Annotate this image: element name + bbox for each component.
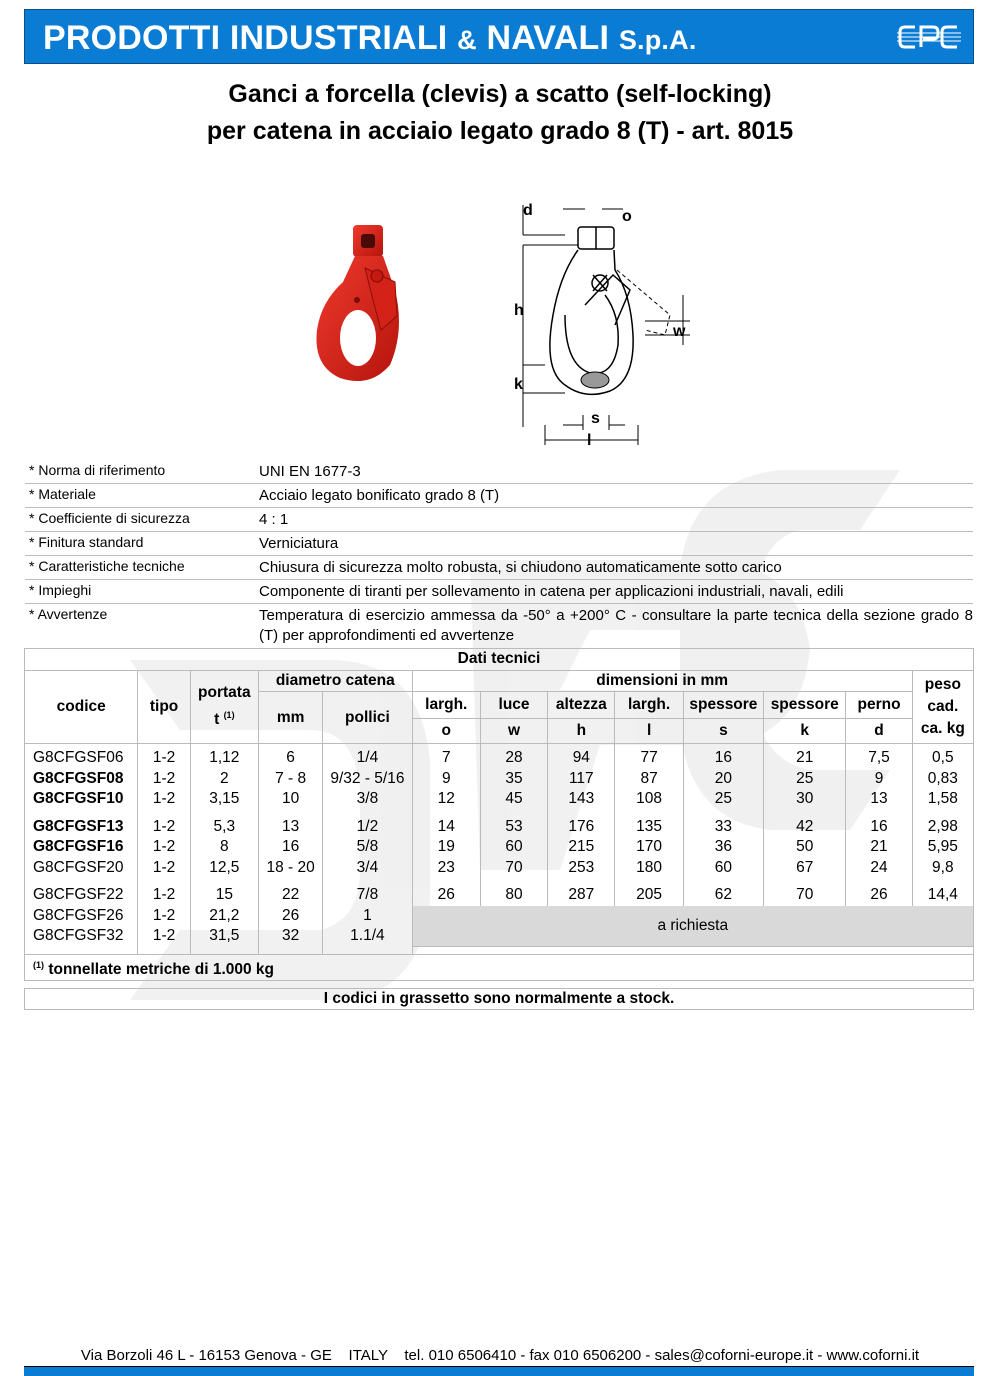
cell-mm: 7 - 8 [258, 769, 322, 790]
cell-mm: 10 [258, 789, 322, 810]
cell-peso: 0,5 [912, 744, 973, 769]
cell-o: 14 [412, 817, 480, 838]
col-header-largh-l: largh. [615, 692, 683, 719]
cell-o: 19 [412, 837, 480, 858]
cell-peso: 0,83 [912, 769, 973, 790]
col-header-s: s [683, 719, 763, 744]
cell-tipo: 1-2 [138, 906, 190, 927]
spec-value: Temperatura di esercizio ammessa da -50° a +200° C - consultare la parte tecnica della sezione grado 8 (T) per approfondimenti ed avvertenze [259, 607, 973, 644]
portata-footnote-mark: (1) [223, 710, 235, 721]
table-row [25, 817, 974, 838]
table-row [25, 789, 974, 810]
drawing-label-w: w [673, 323, 686, 340]
cell-k: 50 [764, 837, 846, 858]
spec-label: * Caratteristiche tecniche [29, 558, 185, 574]
cell-pollici: 1.1/4 [323, 926, 412, 947]
cell-o: 23 [412, 858, 480, 879]
cell-peso: 14,4 [912, 885, 973, 906]
spec-value: Acciaio legato bonificato grado 8 (T) [259, 487, 500, 504]
cell-tipo: 1-2 [138, 769, 190, 790]
company-name-spa: S.p.A. [618, 25, 697, 55]
col-header-o: o [412, 719, 480, 744]
cell-tipo: 1-2 [138, 858, 190, 879]
cell-o: 12 [412, 789, 480, 810]
col-header-spessore-k: spessore [764, 692, 846, 719]
footnote-mark: (1) [33, 960, 44, 970]
cell-mm: 16 [258, 837, 322, 858]
footnote-text: tonnellate metriche di 1.000 kg [48, 961, 275, 979]
cell-mm: 13 [258, 817, 322, 838]
spec-label: * Impieghi [29, 582, 92, 598]
cell-k: 70 [764, 885, 846, 906]
footer-contact: Via Borzoli 46 L - 16153 Genova - GE ITALY tel. 010 6506410 - fax 010 6506200 - sales@coforni-europe.it - www.coforni.it [80, 1347, 920, 1364]
cell-codice: G8CFGSF06 [25, 744, 138, 769]
table-row [25, 837, 974, 858]
cell-portata: 21,2 [190, 906, 258, 927]
cell-d: 26 [846, 885, 912, 906]
cell-pollici: 3/8 [323, 789, 412, 810]
cell-h: 253 [548, 858, 615, 879]
cell-mm: 32 [258, 926, 322, 947]
drawing-label-s: s [591, 410, 600, 427]
col-header-diametro: diametro catena [258, 670, 412, 692]
spec-row [25, 460, 973, 484]
cell-peso: 5,95 [912, 837, 973, 858]
technical-data-table [24, 648, 974, 981]
cell-w: 53 [480, 817, 547, 838]
cell-tipo: 1-2 [138, 885, 190, 906]
cell-codice: G8CFGSF10 [25, 789, 138, 810]
cell-tipo: 1-2 [138, 926, 190, 947]
cell-pollici: 9/32 - 5/16 [323, 769, 412, 790]
col-header-largh-o: largh. [412, 692, 480, 719]
peso-label-kg: ca. kg [920, 719, 965, 737]
cell-mm: 22 [258, 885, 322, 906]
cell-s: 20 [683, 769, 763, 790]
col-header-peso [912, 670, 973, 744]
spec-value: Componente di tiranti per sollevamento in catena per applicazioni industriali, navali, edili [259, 583, 844, 600]
cell-w: 70 [480, 858, 547, 879]
col-header-w: w [480, 719, 547, 744]
drawing-label-o: o [622, 208, 632, 225]
cell-k: 21 [764, 744, 846, 769]
cell-k: 67 [764, 858, 846, 879]
cell-codice: G8CFGSF08 [25, 769, 138, 790]
spec-row [25, 604, 973, 647]
spec-value: UNI EN 1677-3 [259, 463, 361, 480]
company-name-amp: & [457, 25, 477, 55]
table-row [25, 906, 974, 927]
cell-pollici: 1 [323, 906, 412, 927]
cell-d: 16 [846, 817, 912, 838]
col-header-l: l [615, 719, 683, 744]
spec-label: * Norma di riferimento [29, 462, 166, 478]
spec-row [25, 508, 973, 532]
col-header-d: d [846, 719, 912, 744]
cell-codice: G8CFGSF20 [25, 858, 138, 879]
spec-row [25, 556, 973, 580]
cell-w: 60 [480, 837, 547, 858]
spec-label: * Coefficiente di sicurezza [29, 510, 190, 526]
cell-s: 60 [683, 858, 763, 879]
cell-h: 117 [548, 769, 615, 790]
table-footnote [25, 955, 974, 981]
cell-codice: G8CFGSF22 [25, 885, 138, 906]
hook-dimension-drawing [505, 195, 705, 455]
cell-portata: 1,12 [190, 744, 258, 769]
cell-portata: 2 [190, 769, 258, 790]
cell-o: 7 [412, 744, 480, 769]
table-row [25, 744, 974, 769]
drawing-label-d: d [523, 202, 533, 219]
cell-codice: G8CFGSF26 [25, 906, 138, 927]
table-row [25, 885, 974, 906]
drawing-label-k: k [514, 376, 523, 393]
col-header-luce: luce [480, 692, 547, 719]
cell-o: 26 [412, 885, 480, 906]
cell-tipo: 1-2 [138, 744, 190, 769]
table-row [25, 858, 974, 879]
peso-label-cad: cad. [927, 697, 959, 715]
stock-note: I codici in grassetto sono normalmente a stock. [24, 988, 974, 1010]
col-header-tipo: tipo [138, 670, 190, 744]
col-header-h: h [548, 719, 615, 744]
cell-h: 143 [548, 789, 615, 810]
portata-unit: t [214, 711, 220, 729]
cell-tipo: 1-2 [138, 817, 190, 838]
cell-pollici: 1/2 [323, 817, 412, 838]
cell-codice: G8CFGSF13 [25, 817, 138, 838]
drawing-label-h: h [514, 302, 524, 319]
cell-s: 36 [683, 837, 763, 858]
cell-h: 94 [548, 744, 615, 769]
cell-mm: 26 [258, 906, 322, 927]
spec-row [25, 532, 973, 556]
header-banner [24, 9, 974, 64]
spec-label: * Finitura standard [29, 534, 144, 550]
col-header-portata [190, 670, 258, 744]
col-header-codice: codice [25, 670, 138, 744]
cell-d: 13 [846, 789, 912, 810]
cell-w: 28 [480, 744, 547, 769]
cell-d: 21 [846, 837, 912, 858]
spec-label: * Materiale [29, 486, 96, 502]
cell-portata: 5,3 [190, 817, 258, 838]
cell-l: 170 [615, 837, 683, 858]
col-header-k: k [764, 719, 846, 744]
portata-label: portata [198, 684, 251, 702]
spec-label: * Avvertenze [29, 606, 108, 622]
spec-row [25, 580, 973, 604]
peso-label: peso [924, 675, 961, 693]
spec-value: Chiusura di sicurezza molto robusta, si chiudono automaticamente sotto carico [259, 559, 782, 576]
cell-peso: 9,8 [912, 858, 973, 879]
drawing-label-l: l [587, 432, 592, 449]
cell-h: 215 [548, 837, 615, 858]
company-name-main: PRODOTTI INDUSTRIALI [43, 19, 448, 57]
cell-k: 30 [764, 789, 846, 810]
col-header-pollici: pollici [323, 692, 412, 744]
cell-l: 108 [615, 789, 683, 810]
spec-value: 4 : 1 [259, 511, 289, 528]
cell-s: 33 [683, 817, 763, 838]
hook-photo [295, 220, 435, 390]
cell-o: 9 [412, 769, 480, 790]
cell-d: 9 [846, 769, 912, 790]
page-title-line2: per catena in acciaio legato grado 8 (T) - art. 8015 [206, 117, 794, 145]
cell-w: 45 [480, 789, 547, 810]
cell-w: 35 [480, 769, 547, 790]
cell-pollici: 1/4 [323, 744, 412, 769]
cell-portata: 15 [190, 885, 258, 906]
cell-d: 24 [846, 858, 912, 879]
spec-value: Verniciatura [259, 535, 339, 552]
company-name-navali: NAVALI [486, 19, 610, 57]
cell-l: 205 [615, 885, 683, 906]
table-caption: Dati tecnici [25, 649, 974, 671]
cell-portata: 12,5 [190, 858, 258, 879]
cell-pollici: 3/4 [323, 858, 412, 879]
cell-mm: 6 [258, 744, 322, 769]
cell-l: 180 [615, 858, 683, 879]
cell-w: 80 [480, 885, 547, 906]
cell-d: 7,5 [846, 744, 912, 769]
company-name [43, 19, 697, 58]
cell-pollici: 7/8 [323, 885, 412, 906]
cell-tipo: 1-2 [138, 837, 190, 858]
on-request-cell: a richiesta [412, 906, 973, 947]
cell-h: 287 [548, 885, 615, 906]
cell-codice: G8CFGSF16 [25, 837, 138, 858]
cell-k: 42 [764, 817, 846, 838]
table-row [25, 769, 974, 790]
cell-k: 25 [764, 769, 846, 790]
col-header-mm: mm [258, 692, 322, 744]
cell-codice: G8CFGSF32 [25, 926, 138, 947]
cell-l: 135 [615, 817, 683, 838]
cell-s: 25 [683, 789, 763, 810]
spec-list [25, 460, 973, 647]
col-header-altezza: altezza [548, 692, 615, 719]
cell-l: 87 [615, 769, 683, 790]
cpc-logo-icon [897, 24, 961, 50]
col-header-perno: perno [846, 692, 912, 719]
cell-s: 16 [683, 744, 763, 769]
cell-mm: 18 - 20 [258, 858, 322, 879]
cell-tipo: 1-2 [138, 789, 190, 810]
cell-portata: 8 [190, 837, 258, 858]
cell-l: 77 [615, 744, 683, 769]
cell-peso: 1,58 [912, 789, 973, 810]
cell-s: 62 [683, 885, 763, 906]
col-header-spessore-s: spessore [683, 692, 763, 719]
cell-portata: 31,5 [190, 926, 258, 947]
spec-row [25, 484, 973, 508]
cell-pollici: 5/8 [323, 837, 412, 858]
cell-peso: 2,98 [912, 817, 973, 838]
cell-h: 176 [548, 817, 615, 838]
cell-portata: 3,15 [190, 789, 258, 810]
page-title-line1: Ganci a forcella (clevis) a scatto (self-locking) [228, 80, 772, 108]
col-header-dimensioni: dimensioni in mm [412, 670, 912, 692]
footnote-cell [25, 955, 974, 981]
